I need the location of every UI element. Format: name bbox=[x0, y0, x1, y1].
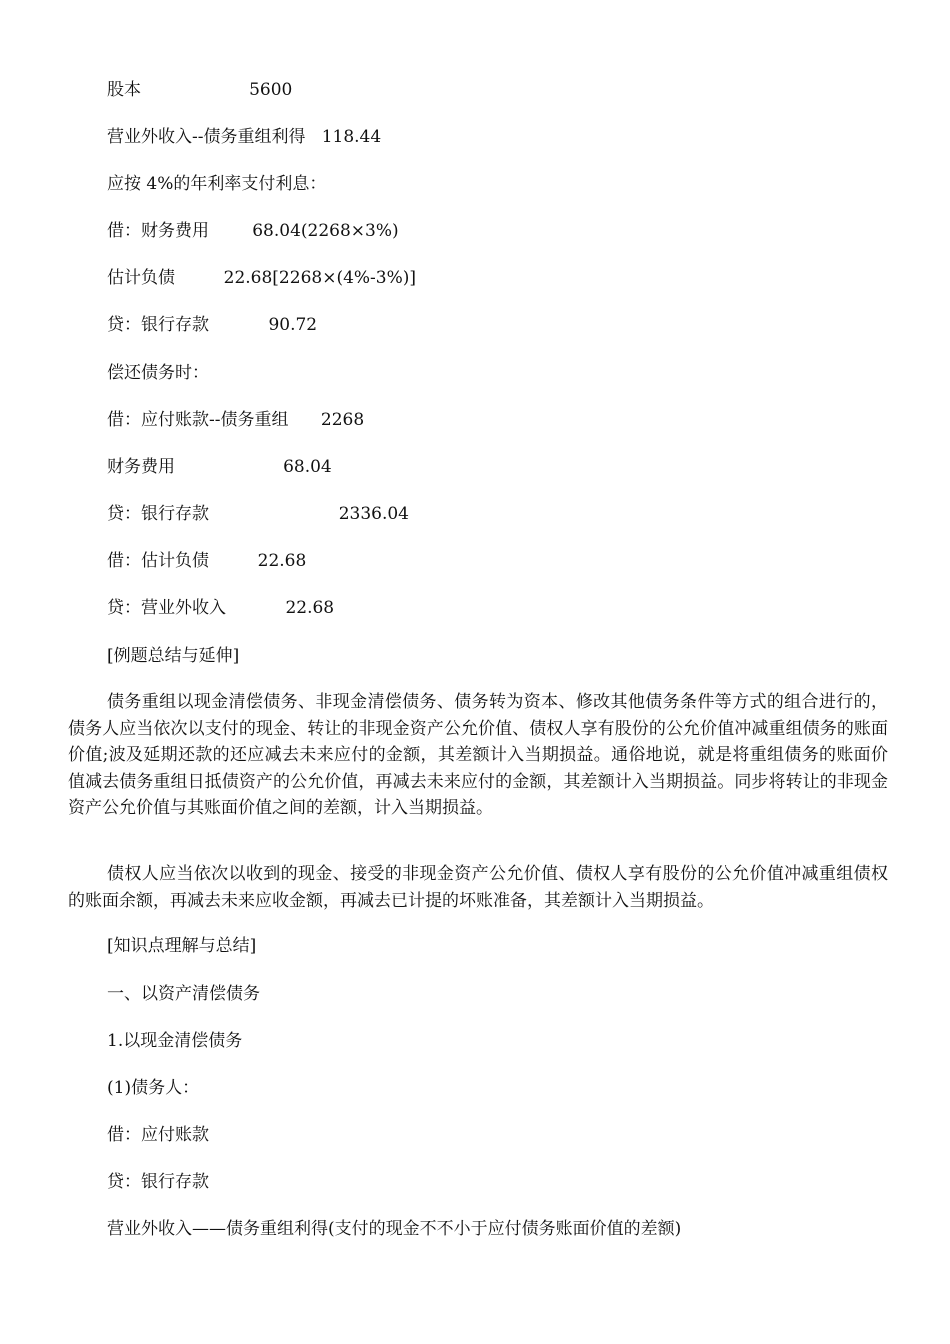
repayment-heading: 偿还债务时： bbox=[107, 363, 209, 383]
section-heading-summary: [例题总结与延伸] bbox=[107, 646, 240, 666]
heading-asset-settlement: 一、以资产清偿债务 bbox=[107, 984, 260, 1004]
entry-credit-bank-deposit-2: 贷：银行存款 2336.04 bbox=[107, 504, 409, 524]
heading-cash-settlement: 1.以现金清偿债务 bbox=[107, 1031, 243, 1051]
entry-credit-bank-deposit: 贷：银行存款 90.72 bbox=[107, 315, 318, 335]
entry-debit-finance-expense: 借：财务费用 68.04(2268×3%) bbox=[107, 221, 399, 241]
entry-nonoperating-income: 营业外收入--债务重组利得 118.44 bbox=[107, 127, 382, 147]
entry-credit-nonoperating-income: 贷：营业外收入 22.68 bbox=[107, 598, 335, 618]
entry-finance-expense: 财务费用 68.04 bbox=[107, 457, 332, 477]
heading-debtor: (1)债务人： bbox=[107, 1078, 200, 1098]
entry-credit-bank: 贷：银行存款 bbox=[107, 1172, 209, 1192]
paragraph-creditor: 债权人应当依次以收到的现金、接受的非现金资产公允价值、债权人享有股份的公允价值冲减重组债权的账面余额，再减去未来应收金额，再减去已计提的坏账准备，其差额计入当期损益。 bbox=[68, 864, 888, 911]
entry-share-capital: 股本 5600 bbox=[107, 80, 293, 100]
entry-debit-accounts-payable: 借：应付账款--债务重组 2268 bbox=[107, 410, 365, 430]
section-heading-knowledge: [知识点理解与总结] bbox=[107, 936, 257, 956]
entry-estimated-liability: 估计负债 22.68[2268×(4%-3%)] bbox=[107, 268, 417, 288]
entry-debit-payable: 借：应付账款 bbox=[107, 1125, 209, 1145]
entry-debit-estimated-liability: 借：估计负债 22.68 bbox=[107, 551, 307, 571]
entry-nonoperating-gain: 营业外收入——债务重组利得(支付的现金不不小于应付债务账面价值的差额) bbox=[107, 1219, 682, 1239]
paragraph-debtor: 债务重组以现金清偿债务、非现金清偿债务、债务转为资本、修改其他债务条件等方式的组合进行的，债务人应当依次以支付的现金、转让的非现金资产公允价值、债权人享有股份的公允价值冲减重组债务的账面价值;波及延期还款的还应减去未来应付的金额，其差额计入当期损益。通俗地说，就是将重组债务的账面价值减去债务重组日抵债资产的公允价值，再减去未来应付的金额，其差额计入当期损益。同步将转让的非现金资产公允价值与其账面价值之间的差额，计入当期损益。 bbox=[68, 692, 888, 818]
interest-note: 应按 4%的年利率支付利息： bbox=[107, 174, 327, 194]
